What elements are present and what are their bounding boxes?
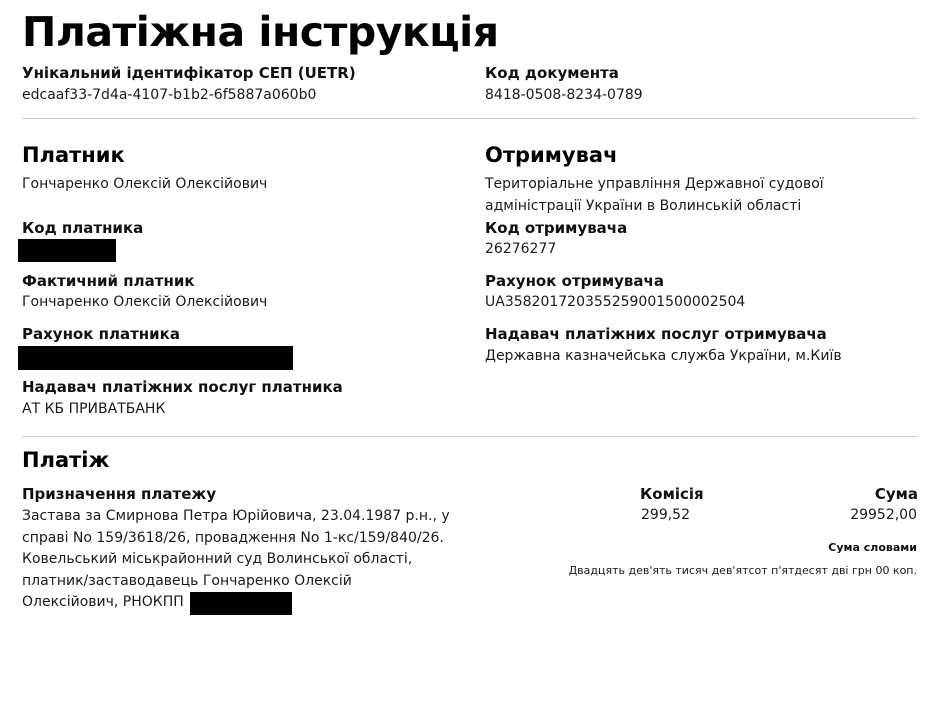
divider-top: [22, 118, 918, 119]
payer-account-redacted: [18, 346, 293, 370]
payer-provider-value: АТ КБ ПРИВАТБАНК: [22, 401, 166, 417]
purpose-line: Ковельський міськрайонний суд Волинської області,: [22, 551, 413, 567]
recipient-code-value: 26276277: [485, 241, 557, 257]
uetr-value: edcaaf33-7d4a-4107-b1b2-6f5887a060b0: [22, 87, 317, 103]
payer-account-label: Рахунок платника: [22, 325, 180, 343]
purpose-label: Призначення платежу: [22, 485, 217, 503]
purpose-line: Застава за Смирнова Петра Юрійовича, 23.04.1987 р.н., у: [22, 508, 450, 524]
recipient-provider-label: Надавач платіжних послуг отримувача: [485, 325, 827, 343]
sum-words-label: Сума словами: [828, 541, 917, 554]
doc-code-label: Код документа: [485, 64, 619, 82]
recipient-code-label: Код отримувача: [485, 219, 628, 237]
sum-label: Сума: [874, 485, 918, 503]
recipient-section-title: Отримувач: [485, 143, 618, 167]
recipient-name-line1: Територіальне управління Державної судової: [485, 176, 824, 192]
sum-value: 29952,00: [850, 507, 917, 523]
payment-section-title: Платіж: [22, 448, 110, 472]
payer-code-label: Код платника: [22, 219, 144, 237]
recipient-name-line2: адміністрації України в Волинській області: [485, 198, 802, 214]
payer-name: Гончаренко Олексій Олексійович: [22, 176, 268, 192]
recipient-provider-value: Державна казначейська служба України, м.Київ: [485, 348, 842, 364]
sum-words-value: Двадцять дев'ять тисяч дев'ятсот п'ятдесят дві грн 00 коп.: [568, 564, 917, 577]
recipient-account-label: Рахунок отримувача: [485, 272, 664, 290]
doc-code-value: 8418-0508-8234-0789: [485, 87, 643, 103]
purpose-line: платник/заставодавець Гончаренко Олексій: [22, 572, 352, 589]
fee-value: 299,52: [641, 507, 690, 523]
fee-label: Комісія: [640, 485, 704, 503]
uetr-label: Унікальний ідентифікатор СЕП (UETR): [22, 64, 356, 82]
divider-bottom: [22, 436, 918, 437]
tax-id-redacted: [190, 592, 292, 615]
payer-code-redacted: [18, 239, 116, 262]
page-title: Платіжна інструкція: [22, 8, 499, 56]
payer-section-title: Платник: [22, 143, 125, 167]
actual-payer-value: Гончаренко Олексій Олексійович: [22, 294, 268, 310]
purpose-line: справі No 159/3618/26, провадження No 1-кс/159/840/26.: [22, 529, 444, 546]
payer-provider-label: Надавач платіжних послуг платника: [22, 378, 343, 396]
actual-payer-label: Фактичний платник: [22, 272, 195, 290]
recipient-account-value: UA358201720355259001500002504: [485, 294, 746, 310]
purpose-line: Олексійович, РНОКПП: [22, 594, 184, 610]
